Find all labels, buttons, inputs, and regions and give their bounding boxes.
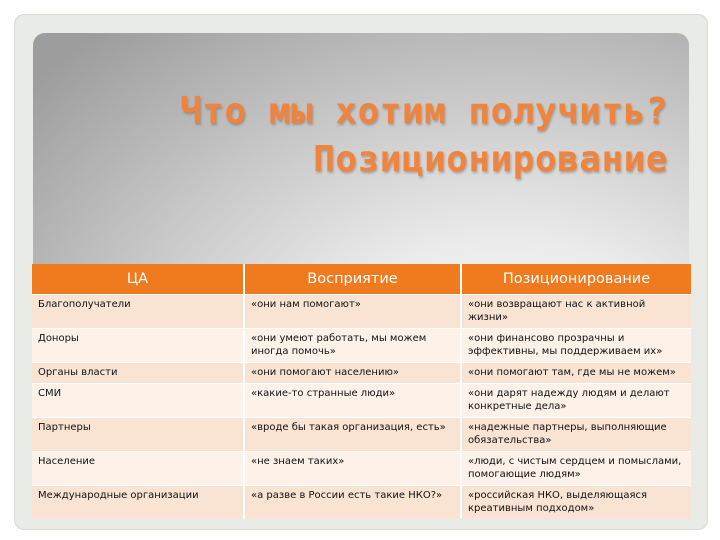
table-header-row [32, 264, 691, 295]
perception-cell: «вроде бы такая организация, есть» [244, 418, 461, 452]
table-row [32, 329, 691, 363]
perception-cell: «они помогают населению» [244, 363, 461, 384]
table-row [32, 384, 691, 418]
positioning-cell: «они помогают там, где мы не можем» [461, 363, 691, 384]
audience-cell: Партнеры [32, 418, 244, 452]
positioning-cell: «надежные партнеры, выполняющие обязательства» [461, 418, 691, 452]
header-audience: ЦА [32, 264, 244, 295]
slide-title-line-2: Позиционирование [313, 139, 668, 180]
table-row [32, 486, 691, 520]
perception-cell: «не знаем таких» [244, 452, 461, 486]
audience-cell: Благополучатели [32, 295, 244, 329]
audience-cell: Органы власти [32, 363, 244, 384]
perception-cell: «какие-то странные люди» [244, 384, 461, 418]
positioning-cell: «они финансово прозрачны и эффективны, мы поддерживаем их» [461, 329, 691, 363]
perception-cell: «а разве в России есть такие НКО?» [244, 486, 461, 520]
table-row [32, 418, 691, 452]
slide-title-line-1: Что мы хотим получить? [180, 91, 668, 132]
positioning-cell: «люди, с чистым сердцем и помыслами, помогающие людям» [461, 452, 691, 486]
slide-title [48, 88, 668, 184]
header-positioning: Позиционирование [461, 264, 691, 295]
audience-cell: СМИ [32, 384, 244, 418]
table-row [32, 295, 691, 329]
perception-cell: «они умеют работать, мы можем иногда помочь» [244, 329, 461, 363]
positioning-table [32, 264, 691, 519]
audience-cell: Международные организации [32, 486, 244, 520]
table-row [32, 363, 691, 384]
header-perception: Восприятие [244, 264, 461, 295]
table-row [32, 452, 691, 486]
positioning-cell: «они дарят надежду людям и делают конкретные дела» [461, 384, 691, 418]
positioning-cell: «российская НКО, выделяющаяся креативным подходом» [461, 486, 691, 520]
audience-cell: Население [32, 452, 244, 486]
audience-cell: Доноры [32, 329, 244, 363]
perception-cell: «они нам помогают» [244, 295, 461, 329]
positioning-cell: «они возвращают нас к активной жизни» [461, 295, 691, 329]
